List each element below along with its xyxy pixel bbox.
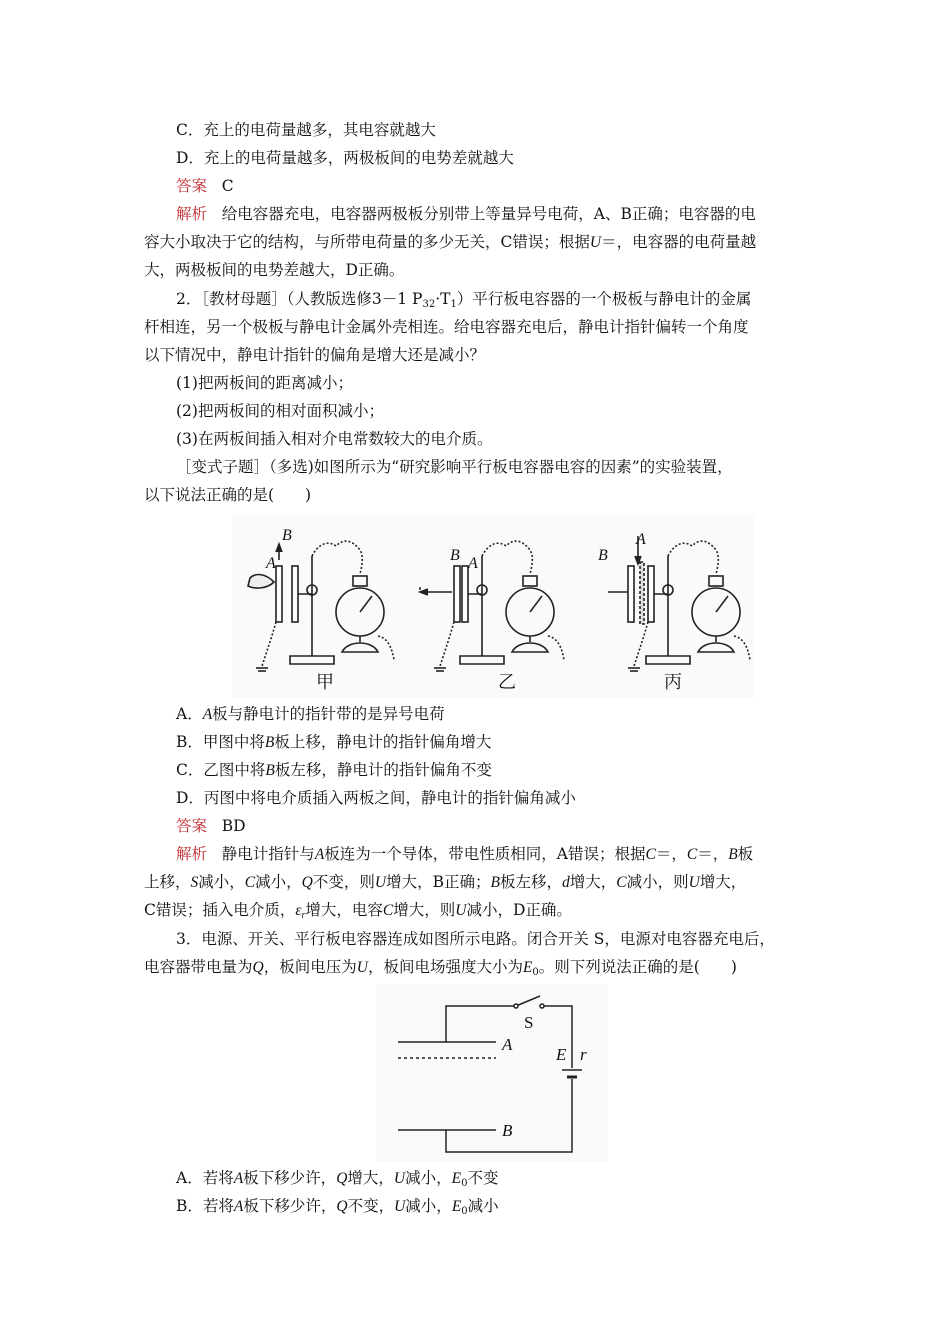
option-text: 板下移少许， xyxy=(243,1197,337,1215)
var-c: C xyxy=(616,874,627,891)
var-c: C xyxy=(382,902,394,919)
analysis-text: 板左移， xyxy=(499,873,562,891)
stem-text: 2．［教材母题］（人教版选修3－1 P xyxy=(176,290,423,308)
analysis-text: 板 xyxy=(737,845,754,863)
q2-variant-line-2: 以下说法正确的是( ) xyxy=(144,486,312,504)
circuit-figure xyxy=(376,984,608,1162)
analysis-text: 静电计指针与 xyxy=(221,845,315,863)
emf-label: E xyxy=(556,1045,567,1064)
answer-value: C xyxy=(221,177,234,195)
q2-analysis-line-3 xyxy=(144,898,572,928)
analysis-text: 增大，B正确； xyxy=(386,873,491,891)
label-a-jia: A xyxy=(266,555,276,572)
problem-subscript: 1 xyxy=(450,299,457,310)
q2-option-c xyxy=(176,758,492,783)
analysis-text: 上移， xyxy=(144,873,191,891)
subscript-0: 0 xyxy=(532,967,539,978)
analysis-text: 减小， xyxy=(198,873,245,891)
option-text: C．乙图中将 xyxy=(176,761,266,779)
var-q: Q xyxy=(252,959,264,976)
q2-answer xyxy=(176,814,246,838)
wire-bottom xyxy=(446,1079,572,1152)
answer-value: BD xyxy=(221,817,246,835)
var-u: U xyxy=(374,874,387,891)
var-u: U xyxy=(356,959,368,976)
var-u: U xyxy=(589,234,602,251)
analysis-text: 增大，电容 xyxy=(305,901,383,919)
option-text: 减小， xyxy=(405,1169,452,1187)
label-a-yi: A xyxy=(468,555,478,572)
analysis-text: ＝，电容器的电荷量越 xyxy=(601,233,757,251)
q1-analysis-line-3: 大，两极板间的电势差越大，D正确。 xyxy=(144,261,405,279)
analysis-text: ＝， xyxy=(655,845,687,863)
q2-item-3: (3)在两板间插入相对介电常数较大的电介质。 xyxy=(176,430,493,448)
option-text: A．若将 xyxy=(176,1169,234,1187)
var-u: U xyxy=(688,874,700,891)
q2-analysis-line-2 xyxy=(144,870,746,895)
q2-stem-line-1 xyxy=(176,287,751,317)
q2-option-b xyxy=(176,730,491,755)
analysis-text: 减小， xyxy=(255,873,302,891)
option-text: B．若将 xyxy=(176,1197,234,1215)
answer-label: 答案 xyxy=(176,817,208,835)
option-text: 不变， xyxy=(347,1197,395,1215)
q3-stem-line-1: 3．电源、开关、平行板电容器连成如图所示电路。闭合开关 S，电源对电容器充电后， xyxy=(176,930,775,948)
stem-text: ，板间电场强度大小为 xyxy=(367,958,523,976)
panel-label-bing: 丙 xyxy=(664,672,682,692)
q3-stem-line-2 xyxy=(144,955,737,985)
analysis-text: 减小，则 xyxy=(626,873,689,891)
var-c: C xyxy=(686,846,698,863)
label-b-bing: B xyxy=(598,547,608,564)
analysis-text: 板连为一个导体，带电性质相同，A错误；根据 xyxy=(324,845,646,863)
label-a-bing: A xyxy=(636,531,646,548)
option-text: 板左移，静电计的指针偏角不变 xyxy=(274,761,492,779)
q2-variant-line-1: ［变式子题］（多选)如图所示为“研究影响平行板电容器电容的因素”的实验装置， xyxy=(176,458,733,476)
plate-a-label: A xyxy=(502,1035,513,1054)
analysis-text: 减小，D正确。 xyxy=(466,901,572,919)
label-b-jia: B xyxy=(282,527,292,544)
panel-yi xyxy=(420,541,564,671)
stem-text: ）平行板电容器的一个极板与静电计的金属 xyxy=(456,290,752,308)
option-text: A． xyxy=(176,705,203,723)
panel-bing xyxy=(608,536,750,671)
option-text: 增大， xyxy=(347,1169,394,1187)
q3-option-b xyxy=(176,1194,499,1224)
electrometer-diagram xyxy=(232,516,754,698)
page-subscript: 32 xyxy=(422,299,436,310)
subscript-0: 0 xyxy=(461,1178,468,1189)
q1-analysis-line-2 xyxy=(144,230,756,255)
var-q: Q xyxy=(336,1170,348,1187)
analysis-text: 容大小取决于它的结构，与所带电荷量的多少无关，C错误；根据 xyxy=(144,233,590,251)
var-a: A xyxy=(233,1198,244,1215)
internal-resistance-label: r xyxy=(580,1045,587,1064)
var-q: Q xyxy=(301,874,313,891)
option-text: 减小， xyxy=(405,1197,452,1215)
label-b-yi: B xyxy=(450,547,460,564)
q2-option-a xyxy=(176,702,445,727)
stem-text: ·T xyxy=(435,290,451,308)
option-text: 板与静电计的指针带的是异号电荷 xyxy=(212,705,445,723)
var-a: A xyxy=(202,706,213,723)
var-epsilon: ε xyxy=(295,902,302,919)
option-text: 减小 xyxy=(467,1197,499,1215)
option-text: 板下移少许， xyxy=(243,1169,337,1187)
option-text: B．甲图中将 xyxy=(176,733,265,751)
electrometer-figure xyxy=(232,516,754,698)
answer-label: 答案 xyxy=(176,177,208,195)
analysis-text: 不变，则 xyxy=(312,873,375,891)
q3-option-a xyxy=(176,1166,498,1196)
q2-stem-line-2: 杆相连，另一个极板与静电计金属外壳相连。给电容器充电后，静电计指针偏转一个角度 xyxy=(144,318,749,336)
analysis-text: 增大， xyxy=(699,873,747,891)
var-b: B xyxy=(728,846,738,863)
option-text: 板上移，静电计的指针偏角增大 xyxy=(274,733,492,751)
q2-stem-line-3: 以下情况中，静电计指针的偏角是增大还是减小？ xyxy=(144,346,486,364)
q1-answer xyxy=(176,174,234,198)
q2-analysis-line-1 xyxy=(176,842,753,867)
analysis-label: 解析 xyxy=(176,845,208,863)
panel-label-yi: 乙 xyxy=(498,672,516,692)
stem-text: 电容器带电量为 xyxy=(144,958,253,976)
var-b: B xyxy=(264,734,275,751)
var-c: C xyxy=(244,874,256,891)
q1-option-c: C．充上的电荷量越多，其电容就越大 xyxy=(176,121,436,139)
stem-text: ，板间电压为 xyxy=(263,958,357,976)
q1-option-d: D．充上的电荷量越多，两极板间的电势差就越大 xyxy=(176,149,514,167)
var-e: E xyxy=(451,1198,462,1215)
var-e: E xyxy=(522,959,533,976)
switch-s xyxy=(516,996,540,1006)
q2-item-2: (2)把两板间的相对面积减小； xyxy=(176,402,384,420)
var-b: B xyxy=(490,874,500,891)
switch-label: S xyxy=(524,1013,534,1032)
var-e: E xyxy=(451,1170,462,1187)
subscript-r: r xyxy=(301,910,306,921)
var-a: A xyxy=(314,846,325,863)
q1-analysis-line-1 xyxy=(176,202,756,226)
subscript-0: 0 xyxy=(461,1206,468,1217)
var-a: A xyxy=(233,1170,244,1187)
var-u: U xyxy=(393,1170,406,1187)
var-c: C xyxy=(645,846,656,863)
plate-b-label: B xyxy=(502,1121,513,1140)
var-u: U xyxy=(394,1198,406,1215)
analysis-text: C错误；插入电介质， xyxy=(144,901,296,919)
circuit-diagram xyxy=(376,984,608,1162)
analysis-text: 给电容器充电，电容器两极板分别带上等量异号电荷，A、B正确；电容器的电 xyxy=(221,205,756,223)
option-text: 不变 xyxy=(467,1169,499,1187)
var-u: U xyxy=(455,902,467,919)
var-q: Q xyxy=(336,1198,348,1215)
analysis-text: 增大， xyxy=(569,873,617,891)
q2-item-1: (1)把两板间的距离减小； xyxy=(176,374,353,392)
q2-option-d: D．丙图中将电介质插入两板之间，静电计的指针偏角减小 xyxy=(176,789,576,807)
stem-text: 。则下列说法正确的是( ) xyxy=(538,958,737,976)
panel-label-jia: 甲 xyxy=(316,672,334,692)
analysis-label: 解析 xyxy=(176,205,208,223)
var-d: d xyxy=(561,874,570,891)
var-b: B xyxy=(265,762,275,779)
analysis-text: ＝， xyxy=(697,845,729,863)
var-s: S xyxy=(190,874,199,891)
analysis-text: 增大，则 xyxy=(393,901,456,919)
